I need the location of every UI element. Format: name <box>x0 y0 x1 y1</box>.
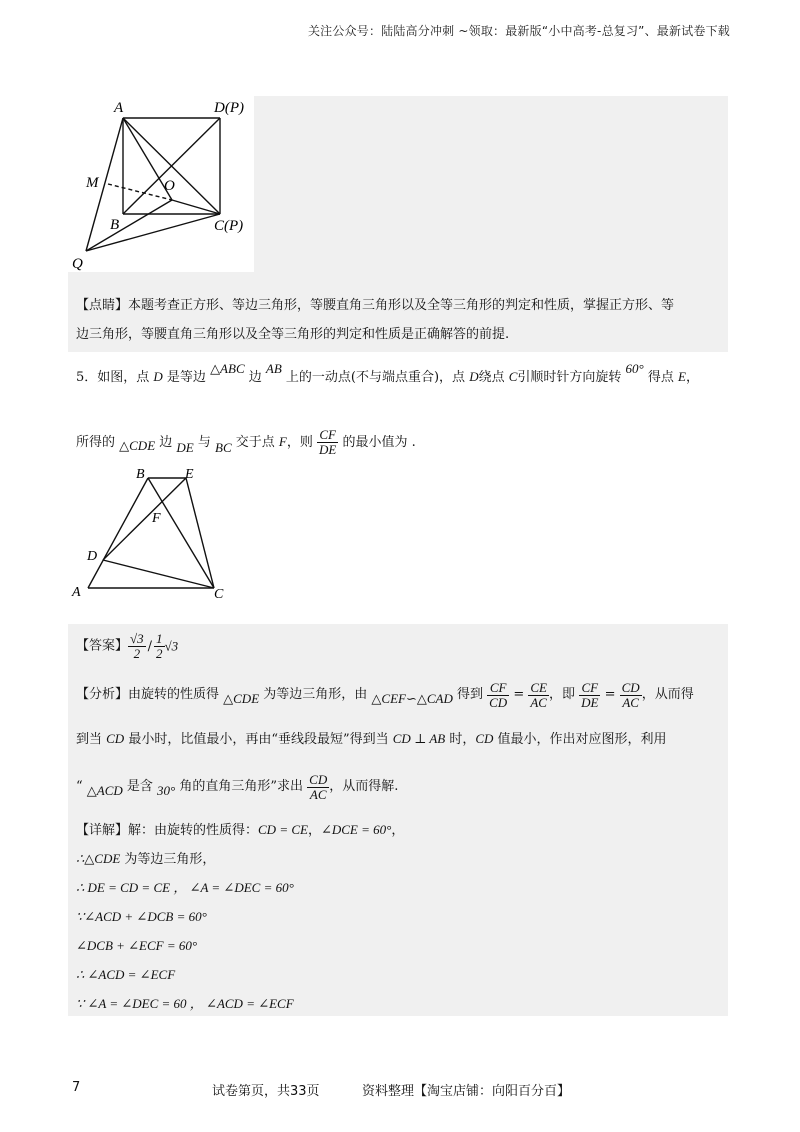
question-5-line-1 <box>76 361 699 387</box>
analysis-text: 为等边三角形，由 <box>259 687 372 702</box>
fraction-numerator: √3 <box>130 631 144 646</box>
analysis-fraction <box>620 681 642 710</box>
q5-text: 所得的 <box>76 435 120 450</box>
fig1-label-C: C(P) <box>214 218 244 234</box>
q5-segment-DE: DE <box>176 440 194 455</box>
fig2-label-B: B <box>136 467 145 482</box>
fraction-denominator: DE <box>319 442 337 457</box>
q5-point-C: C <box>508 369 518 384</box>
detail-line-4: ∵∠ACD + ∠DCB = 60° <box>76 909 207 924</box>
fig2-label-D: D <box>87 549 98 564</box>
analysis-text: 得到 <box>452 687 488 702</box>
fig1-label-O: O <box>164 178 175 194</box>
answer-separator: / <box>147 638 153 654</box>
fig2-label-A: A <box>72 585 81 600</box>
detail-math: CD = CE <box>258 822 308 837</box>
analysis-math: △CEF∽△CAD <box>371 691 453 706</box>
analysis-math: CD ⊥ AB <box>392 731 446 746</box>
dianjing-line-2: 边三角形，等腰直角三角形以及全等三角形的判定和性质是正确解答的前提. <box>76 327 510 342</box>
geometry-figure-2 <box>68 462 238 608</box>
fraction-numerator: CE <box>530 679 547 695</box>
q5-text: 与 <box>193 435 216 450</box>
q5-text: 5．如图，点 <box>76 370 154 385</box>
detail-text: 为等边三角形， <box>120 852 216 867</box>
q5-text: 交于点 <box>231 435 279 450</box>
answer-sqrt3: √3 <box>164 638 179 654</box>
analysis-fraction <box>579 681 600 710</box>
analysis-text: 最小时，比值最小，再由“垂线段最短”得到当 <box>124 732 393 747</box>
detail-line-6: ∴ ∠ACD = ∠ECF <box>76 967 176 982</box>
dianjing-line-1: 【点睛】本题考查正方形、等边三角形，等腰直角三角形以及全等三角形的判定和性质，掌握正方形、等 <box>76 298 675 313</box>
q5-text: 的最小值为 . <box>338 435 416 450</box>
analysis-math: CD <box>106 731 125 746</box>
detail-math: ∠DCE = 60° <box>320 822 392 837</box>
analysis-line-2 <box>76 730 667 749</box>
question-5-line-2 <box>76 428 416 457</box>
fig1-label-M: M <box>86 175 99 191</box>
fraction-numerator: CD <box>621 679 640 695</box>
q5-text: 边 <box>155 435 177 450</box>
fig1-label-D: D(P) <box>214 100 244 116</box>
fig1-label-B: B <box>110 217 120 233</box>
analysis-math: △ACD <box>86 783 123 798</box>
q5-segment-AB: AB <box>265 361 282 376</box>
q5-text: 边 <box>244 370 266 385</box>
q5-point-F: F <box>278 434 287 449</box>
footer-source: 资料整理【淘宝店铺：向阳百分百】 <box>362 1084 571 1099</box>
analysis-text: ，即 <box>548 687 580 702</box>
analysis-equals: = <box>600 687 620 702</box>
analysis-math: CD <box>475 731 494 746</box>
analysis-math: 30° <box>157 783 176 798</box>
analysis-equals: = <box>509 687 529 702</box>
answer-line <box>76 632 178 661</box>
analysis-text: 是含 <box>122 779 158 794</box>
detail-line-7: ∵ ∠A = ∠DEC = 60 ， ∠ACD = ∠ECF <box>76 996 294 1011</box>
detail-line-2 <box>76 850 215 869</box>
detail-line-5: ∠DCB + ∠ECF = 60° <box>76 938 198 953</box>
analysis-line-3 <box>76 772 398 803</box>
answer-fraction-1 <box>128 632 146 661</box>
analysis-line-1 <box>76 680 694 711</box>
q5-text: 得点 <box>643 370 679 385</box>
q5-segment-BC: BC <box>215 440 232 455</box>
fraction-numerator: CF <box>487 681 509 696</box>
detail-math: ∴△CDE <box>76 851 121 866</box>
page-number: 7 <box>72 1080 81 1095</box>
analysis-text: ，从而得 <box>641 687 694 702</box>
fraction-numerator: 1 <box>156 631 163 646</box>
fraction-denominator: AC <box>622 694 639 710</box>
answer-label: 【答案】 <box>76 638 129 654</box>
fig1-label-Q: Q <box>72 256 83 272</box>
detail-line-1 <box>76 821 404 840</box>
analysis-fraction <box>307 773 329 802</box>
analysis-text: 到当 <box>76 732 107 747</box>
fraction-numerator: CF <box>579 681 600 696</box>
analysis-text: 角的直角三角形”求出 <box>175 779 308 794</box>
q5-text: ， <box>685 370 699 385</box>
fig2-label-F: F <box>152 511 161 526</box>
detail-text: 【详解】解：由旋转的性质得： <box>76 823 259 838</box>
fraction-denominator: 2 <box>156 646 163 661</box>
q5-fraction-cf-de <box>317 428 338 457</box>
fraction-numerator: CD <box>309 771 328 787</box>
fraction-denominator: AC <box>309 786 327 802</box>
detail-text: ， <box>391 823 405 838</box>
detail-text: ， <box>307 823 321 838</box>
q5-text: 是等边 <box>162 370 211 385</box>
q5-triangle-ABC: △ABC <box>210 361 245 376</box>
q5-angle-60: 60° <box>625 361 644 376</box>
analysis-fraction <box>487 681 509 710</box>
q5-text: 上的一动点(不与端点重合)，点 <box>281 370 470 385</box>
q5-text: 引顺时针方向旋转 <box>517 370 626 385</box>
analysis-math: △CDE <box>223 691 260 706</box>
fraction-denominator: CD <box>489 694 508 710</box>
q5-point-E: E <box>678 369 686 384</box>
fig2-label-E: E <box>185 467 194 482</box>
fig2-label-C: C <box>214 587 224 602</box>
analysis-text: ，从而得解. <box>329 779 399 794</box>
analysis-text: 【分析】由旋转的性质得 <box>76 687 224 702</box>
analysis-text: 时， <box>445 732 476 747</box>
q5-text: ，则 <box>286 435 317 450</box>
detail-line-3: ∴ DE = CD = CE ， ∠A = ∠DEC = 60° <box>76 880 294 895</box>
analysis-text: 值最小，作出对应图形，利用 <box>493 732 667 747</box>
fraction-denominator: 2 <box>133 646 141 661</box>
geometry-figure-1 <box>68 96 254 272</box>
q5-text: 绕点 <box>478 370 509 385</box>
fig1-label-A: A <box>114 100 124 116</box>
answer-fraction-2 <box>154 632 165 661</box>
fraction-denominator: DE <box>581 694 599 710</box>
analysis-fraction <box>528 681 549 710</box>
footer-page-count: 试卷第页，共33页 <box>212 1084 320 1099</box>
fraction-denominator: AC <box>530 694 547 710</box>
page-header: 关注公众号：陆陆高分冲刺 ~领取：最新版“小中高考-总复习”、最新试卷下载 <box>307 24 730 38</box>
analysis-text: “ <box>76 779 87 794</box>
q5-point-D2: D <box>469 369 479 384</box>
q5-point-D: D <box>153 369 163 384</box>
q5-triangle-CDE: △CDE <box>119 438 156 453</box>
fraction-numerator: CF <box>317 428 338 443</box>
